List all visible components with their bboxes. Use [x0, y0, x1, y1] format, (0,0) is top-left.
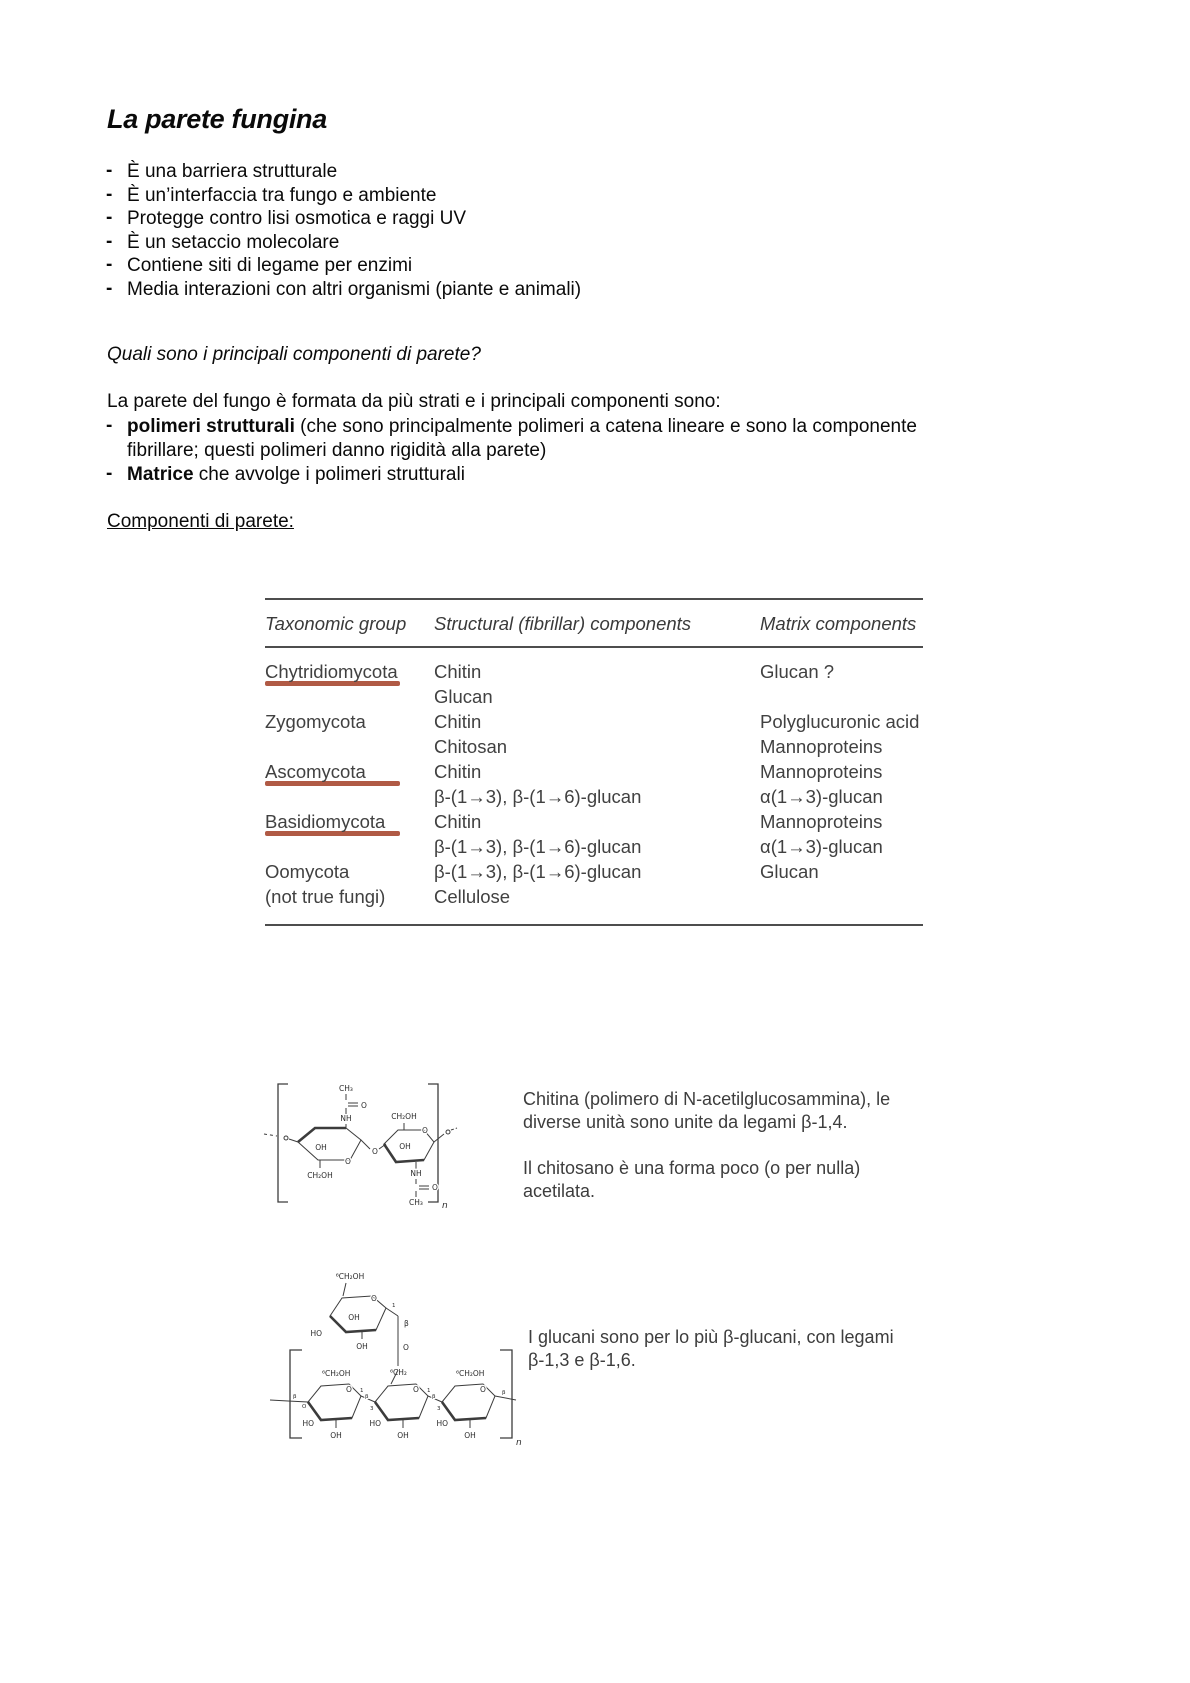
item-text: che avvolge i polimeri strutturali	[193, 464, 465, 485]
structural-component: Glucan	[434, 686, 493, 707]
beta-label: β	[502, 1390, 506, 1396]
structural-component: Chitin	[434, 811, 482, 832]
ring-oxygen-label: O	[422, 1126, 428, 1135]
locant-label: 3	[370, 1406, 374, 1412]
hydroxyl-label: OH	[348, 1313, 360, 1322]
table-row	[265, 709, 923, 759]
repeat-subscript: n	[516, 1438, 522, 1448]
ring-oxygen-label: O	[346, 1385, 352, 1394]
locant-label: 1	[427, 1388, 431, 1394]
chitin-caption: Chitina (polimero di N-acetilglucosammina), le diverse unità sono unite da legami β-1,4.	[523, 1089, 891, 1132]
repeat-subscript: n	[442, 1201, 448, 1211]
list-item	[104, 463, 984, 487]
matrix-component: Glucan	[760, 861, 819, 882]
hydroxyl-label: OH	[356, 1342, 368, 1351]
ring-oxygen-label: O	[371, 1294, 377, 1303]
ch2oh-label: ⁶CH₂OH	[322, 1369, 351, 1378]
glycosidic-oxygen-label: O	[302, 1404, 307, 1410]
methyl-label: CH₃	[409, 1198, 423, 1207]
intro-bullet-list	[104, 160, 1004, 302]
taxonomic-group: (not true fungi)	[265, 886, 386, 907]
ch2-label: ⁶CH₂	[390, 1368, 407, 1377]
chitin-structure-figure	[258, 1078, 458, 1218]
matrix-component: Polyglucuronic acid	[760, 711, 920, 732]
table-row	[265, 809, 923, 859]
structural-component: β-(1→3), β-(1→6)-glucan	[434, 836, 642, 857]
structural-component: Chitin	[434, 661, 482, 682]
matrix-component: Mannoproteins	[760, 761, 883, 782]
taxonomic-group: Oomycota	[265, 861, 350, 882]
item-text: (che sono principalmente polimeri a catena lineare e sono la componente fibrillare; questi polimeri danno rigidità alla parete)	[127, 416, 917, 461]
glycosidic-oxygen-label: O	[372, 1147, 378, 1156]
structural-component: β-(1→3), β-(1→6)-glucan	[434, 786, 642, 807]
page-title: La parete fungina	[107, 104, 327, 134]
hydroxyl-label: OH	[315, 1143, 327, 1152]
beta-label: β	[404, 1319, 409, 1328]
ring-oxygen-label: O	[413, 1385, 419, 1394]
structural-component: Chitin	[434, 761, 482, 782]
column-header: Taxonomic group	[265, 613, 407, 634]
methyl-label: CH₃	[339, 1084, 353, 1093]
hydroxyl-label: HO	[302, 1419, 314, 1428]
ch2oh-label: ⁶CH₂OH	[456, 1369, 485, 1378]
carbonyl-oxygen-label: O	[361, 1101, 367, 1110]
list-item: - Media interazioni con altri organismi (piante e animali)	[104, 278, 1004, 302]
table-row	[265, 659, 923, 709]
locant-label: 1	[360, 1388, 364, 1394]
table-body	[265, 648, 923, 924]
structural-component: Chitin	[434, 711, 482, 732]
list-item: - Contiene siti di legame per enzimi	[104, 254, 1004, 278]
list-item: - È un setaccio molecolare	[104, 231, 1004, 255]
matrix-component: α(1→3)-glucan	[760, 786, 883, 807]
taxonomic-group: Ascomycota	[265, 761, 366, 782]
table-row	[265, 759, 923, 809]
taxonomic-group: Zygomycota	[265, 711, 366, 732]
intro-line: La parete del fungo è formata da più strati e i principali componenti sono:	[107, 391, 721, 412]
ring-oxygen-label: O	[345, 1157, 351, 1166]
matrix-component: Glucan ?	[760, 661, 835, 682]
structural-component: β-(1→3), β-(1→6)-glucan	[434, 861, 642, 882]
taxonomic-group: Basidiomycota	[265, 811, 386, 832]
taxonomic-group: Chytridiomycota	[265, 661, 398, 682]
glycosidic-oxygen-label: O	[403, 1343, 409, 1352]
ch2oh-label: CH₂OH	[307, 1171, 333, 1180]
column-header: Structural (fibrillar) components	[434, 613, 692, 634]
list-item: - Protegge contro lisi osmotica e raggi UV	[104, 207, 1004, 231]
structural-component: Chitosan	[434, 736, 508, 757]
beta-label: β	[432, 1394, 436, 1400]
locant-label: 3	[437, 1406, 441, 1412]
section-heading: Componenti di parete:	[107, 511, 294, 532]
hydroxyl-label: OH	[330, 1431, 342, 1440]
hydroxyl-label: HO	[310, 1329, 322, 1338]
table-header-row	[265, 600, 923, 648]
locant-label: 1	[392, 1303, 396, 1309]
bold-term: polimeri strutturali	[127, 416, 295, 437]
carbonyl-oxygen-label: O	[432, 1183, 438, 1192]
matrix-component: Mannoproteins	[760, 736, 883, 757]
beta-label: β	[365, 1394, 369, 1400]
hydroxyl-label: OH	[399, 1142, 411, 1151]
hydroxyl-label: HO	[369, 1419, 381, 1428]
column-header: Matrix components	[760, 613, 917, 634]
ring-oxygen-label: O	[480, 1385, 486, 1394]
table-row	[265, 859, 923, 909]
list-item: - È una barriera strutturale	[104, 160, 1004, 184]
beta-label: β	[293, 1394, 297, 1400]
bold-term: Matrice	[127, 464, 194, 485]
list-item: - È un’interfaccia tra fungo e ambiente	[104, 184, 1004, 208]
amide-label: NH	[340, 1114, 352, 1123]
ch2oh-label: CH₂OH	[391, 1112, 417, 1121]
matrix-component: Mannoproteins	[760, 811, 883, 832]
glucan-structure-figure	[262, 1258, 530, 1458]
chitosan-caption: Il chitosano è una forma poco (o per nulla) acetilata.	[523, 1158, 861, 1201]
matrix-component: α(1→3)-glucan	[760, 836, 883, 857]
amide-label: NH	[410, 1169, 422, 1178]
hydroxyl-label: OH	[464, 1431, 476, 1440]
structural-component: Cellulose	[434, 886, 511, 907]
question-line: Quali sono i principali componenti di parete?	[107, 344, 481, 365]
list-item	[104, 415, 984, 463]
components-table	[265, 598, 923, 926]
ch2oh-label: ⁶CH₂OH	[335, 1272, 365, 1281]
component-bullet-list	[104, 415, 984, 487]
glucan-caption: I glucani sono per lo più β-glucani, con legami β-1,3 e β-1,6.	[528, 1327, 894, 1370]
hydroxyl-label: OH	[397, 1431, 409, 1440]
hydroxyl-label: HO	[436, 1419, 448, 1428]
